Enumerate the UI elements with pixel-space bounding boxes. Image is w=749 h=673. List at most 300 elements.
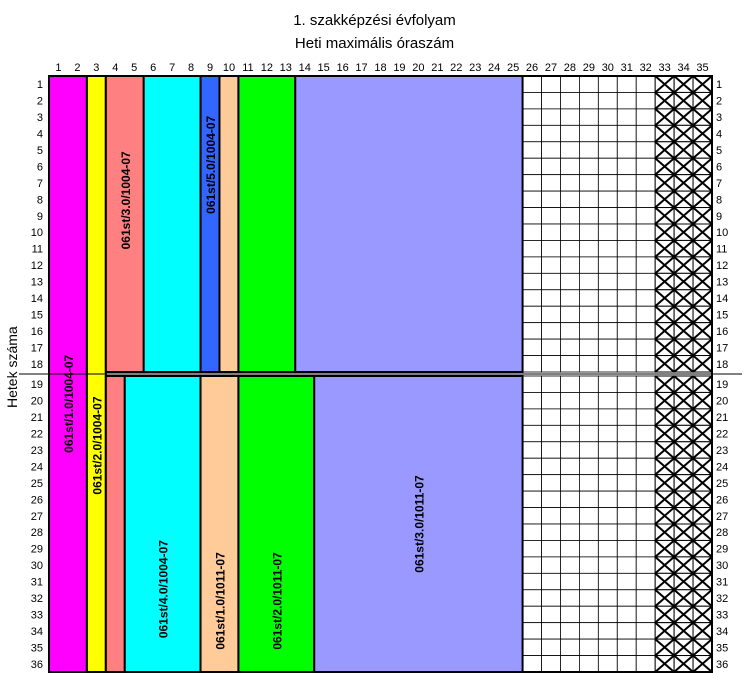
- y-tick-label-left: 30: [30, 560, 43, 573]
- block-label: 061st/1.0/1004-07: [61, 354, 76, 453]
- grid-cell: [579, 142, 598, 158]
- grid-cell: [617, 590, 636, 606]
- grid-cell: [636, 442, 655, 458]
- grid-cell: [617, 191, 636, 207]
- y-tick-label-right: 3: [716, 112, 723, 125]
- grid-cell: [579, 639, 598, 655]
- y-tick-label-right: 14: [716, 293, 729, 305]
- y-tick-label-left: 10: [30, 227, 43, 240]
- grid-cell: [560, 208, 579, 224]
- grid-cell: [523, 125, 542, 141]
- y-tick-label-right: 27: [716, 510, 729, 523]
- grid-cell: [617, 623, 636, 639]
- grid-cell: [636, 425, 655, 441]
- y-tick-label-left: 16: [30, 325, 43, 338]
- y-tick-label-right: 18: [716, 358, 729, 371]
- y-tick-label-left: 26: [30, 494, 43, 507]
- y-tick-label-left: 9: [36, 210, 43, 223]
- y-tick-label-left: 14: [30, 293, 43, 305]
- grid-cell: [617, 392, 636, 408]
- grid-cell: [617, 306, 636, 322]
- grid-cell: [617, 425, 636, 441]
- grid-cell: [617, 458, 636, 474]
- y-tick-label-right: 8: [716, 194, 723, 207]
- grid-cell: [598, 158, 617, 174]
- grid-cell: [617, 491, 636, 507]
- y-tick-label-left: 4: [36, 128, 43, 141]
- y-tick-label-left: 34: [30, 625, 43, 638]
- grid-cell: [617, 557, 636, 573]
- y-tick-label-left: 7: [36, 177, 43, 190]
- x-tick-label: 15: [317, 62, 330, 74]
- x-tick-label: 29: [582, 62, 595, 74]
- grid-cell: [560, 356, 579, 372]
- grid-cell: [598, 175, 617, 191]
- y-tick-label-left: 3: [36, 112, 43, 125]
- grid-cell: [523, 356, 542, 372]
- grid-cell: [579, 339, 598, 355]
- x-tick-label: 14: [298, 62, 311, 74]
- x-tick-label: 32: [639, 62, 652, 74]
- grid-cell: [617, 323, 636, 339]
- grid-cell: [523, 409, 542, 425]
- x-tick-label: 1: [55, 62, 62, 74]
- y-tick-label-left: 18: [30, 358, 43, 371]
- y-tick-label-right: 22: [716, 428, 729, 441]
- grid-cell: [560, 142, 579, 158]
- grid-cell: [560, 240, 579, 256]
- y-tick-label-right: 6: [716, 161, 723, 174]
- grid-cell: [598, 573, 617, 589]
- grid-cell: [598, 656, 617, 672]
- grid-cell: [560, 524, 579, 540]
- grid-cell: [560, 125, 579, 141]
- grid-cell: [598, 475, 617, 491]
- grid-cell: [598, 339, 617, 355]
- y-tick-label-left: 29: [30, 543, 43, 556]
- y-tick-label-left: 6: [36, 161, 43, 174]
- grid-cell: [523, 273, 542, 289]
- y-tick-label-left: 31: [30, 576, 43, 589]
- x-tick-label: 10: [222, 62, 236, 74]
- x-tick-label: 25: [506, 62, 520, 74]
- grid-cell: [542, 392, 561, 408]
- grid-cell: [617, 175, 636, 191]
- grid-cell: [617, 606, 636, 622]
- grid-cell: [579, 557, 598, 573]
- grid-cell: [542, 540, 561, 556]
- grid-cell: [542, 356, 561, 372]
- grid-cell: [636, 458, 655, 474]
- grid-cell: [542, 508, 561, 524]
- grid-cell: [579, 191, 598, 207]
- grid-cell: [523, 191, 542, 207]
- y-tick-label-left: 27: [30, 510, 43, 523]
- grid-cell: [617, 540, 636, 556]
- grid-cell: [542, 623, 561, 639]
- grid-cell: [598, 306, 617, 322]
- y-tick-label-right: 34: [716, 625, 729, 638]
- y-tick-label-right: 13: [716, 276, 729, 289]
- grid-cell: [579, 356, 598, 372]
- grid-cell: [542, 208, 561, 224]
- grid-cell: [560, 376, 579, 392]
- grid-cell: [523, 109, 542, 125]
- grid-cell: [542, 273, 561, 289]
- block-label: 061st/1.0/1011-07: [213, 552, 228, 650]
- grid-cell: [636, 356, 655, 372]
- grid-cell: [579, 458, 598, 474]
- y-tick-label-right: 21: [716, 412, 729, 425]
- grid-cell: [523, 524, 542, 540]
- x-tick-label: 6: [150, 62, 157, 74]
- grid-cell: [598, 273, 617, 289]
- grid-cell: [579, 540, 598, 556]
- grid-cell: [617, 339, 636, 355]
- grid-cell: [560, 290, 579, 306]
- x-tick-label: 11: [242, 62, 254, 74]
- y-tick-label-left: 25: [30, 477, 43, 490]
- grid-cell: [542, 92, 561, 108]
- chart-subtitle: Heti maximális óraszám: [294, 35, 455, 52]
- grid-cell: [636, 323, 655, 339]
- grid-cell: [560, 590, 579, 606]
- y-tick-label-right: 7: [716, 177, 723, 190]
- x-tick-label: 2: [74, 62, 81, 74]
- grid-cell: [560, 109, 579, 125]
- grid-cell: [598, 606, 617, 622]
- y-tick-label-left: 11: [31, 243, 43, 256]
- x-tick-label: 19: [393, 62, 406, 74]
- grid-cell: [523, 76, 542, 92]
- x-tick-label: 7: [169, 62, 176, 74]
- grid-cell: [560, 573, 579, 589]
- grid-cell: [617, 376, 636, 392]
- grid-cell: [523, 623, 542, 639]
- grid-cell: [523, 158, 542, 174]
- grid-cell: [617, 257, 636, 273]
- grid-cell: [542, 142, 561, 158]
- grid-cell: [579, 76, 598, 92]
- grid-cell: [579, 273, 598, 289]
- grid-cell: [598, 540, 617, 556]
- y-tick-label-right: 20: [716, 395, 729, 408]
- y-tick-label-right: 12: [716, 260, 729, 273]
- grid-cell: [579, 392, 598, 408]
- grid-cell: [636, 158, 655, 174]
- x-tick-label: 27: [544, 62, 558, 74]
- grid-cell: [523, 639, 542, 655]
- y-tick-label-left: 21: [30, 412, 43, 425]
- grid-cell: [617, 639, 636, 655]
- grid-cell: [636, 524, 655, 540]
- grid-cell: [636, 491, 655, 507]
- grid-cell: [542, 323, 561, 339]
- grid-cell: [560, 224, 579, 240]
- y-tick-label-left: 20: [30, 395, 43, 408]
- grid-cell: [636, 109, 655, 125]
- grid-cell: [523, 290, 542, 306]
- grid-cell: [523, 142, 542, 158]
- grid-cell: [560, 76, 579, 92]
- grid-cell: [636, 125, 655, 141]
- y-tick-label-right: 29: [716, 543, 729, 556]
- grid-cell: [523, 606, 542, 622]
- grid-cell: [636, 92, 655, 108]
- grid-cell: [617, 158, 636, 174]
- x-tick-label: 3: [93, 62, 100, 74]
- grid-cell: [523, 557, 542, 573]
- grid-cell: [542, 524, 561, 540]
- grid-cell: [617, 273, 636, 289]
- grid-cell: [542, 290, 561, 306]
- grid-cell: [617, 442, 636, 458]
- grid-cell: [523, 323, 542, 339]
- grid-cell: [560, 458, 579, 474]
- block-label: 061st/4.0/1004-07: [156, 540, 171, 639]
- grid-cell: [598, 142, 617, 158]
- y-tick-label-right: 28: [716, 527, 729, 540]
- grid-cell: [598, 257, 617, 273]
- y-axis-label: Hetek száma: [4, 326, 20, 408]
- grid-cell: [579, 623, 598, 639]
- grid-cell: [523, 240, 542, 256]
- grid-cell: [523, 540, 542, 556]
- grid-cell: [617, 109, 636, 125]
- y-tick-label-right: 2: [716, 95, 723, 108]
- grid-cell: [523, 590, 542, 606]
- block-12: [295, 76, 522, 372]
- grid-cell: [542, 339, 561, 355]
- grid-cell: [523, 425, 542, 441]
- grid-cell: [542, 409, 561, 425]
- x-tick-label: 18: [374, 62, 387, 74]
- grid-cell: [617, 240, 636, 256]
- grid-cell: [542, 158, 561, 174]
- grid-cell: [560, 257, 579, 273]
- block-10: [238, 76, 295, 372]
- grid-cell: [523, 208, 542, 224]
- grid-cell: [542, 191, 561, 207]
- y-tick-label-left: 32: [30, 593, 43, 605]
- x-tick-label: 13: [279, 62, 292, 74]
- grid-cell: [598, 125, 617, 141]
- y-tick-label-right: 11: [716, 243, 728, 256]
- grid-cell: [542, 306, 561, 322]
- y-tick-label-left: 15: [30, 309, 43, 322]
- x-tick-label: 34: [677, 62, 690, 74]
- grid-cell: [523, 224, 542, 240]
- grid-cell: [579, 208, 598, 224]
- grid-cell: [579, 590, 598, 606]
- y-tick-label-left: 24: [30, 461, 43, 474]
- grid-cell: [636, 191, 655, 207]
- grid-cell: [598, 508, 617, 524]
- grid-cell: [560, 508, 579, 524]
- grid-cell: [617, 76, 636, 92]
- grid-cell: [560, 606, 579, 622]
- grid-cell: [579, 656, 598, 672]
- y-tick-label-right: 16: [716, 325, 729, 338]
- y-tick-label-left: 12: [30, 260, 43, 273]
- grid-cell: [579, 425, 598, 441]
- grid-cell: [598, 392, 617, 408]
- grid-cell: [579, 257, 598, 273]
- grid-cell: [636, 76, 655, 92]
- grid-cell: [617, 208, 636, 224]
- y-tick-label-right: 10: [716, 227, 729, 240]
- y-tick-label-left: 1: [36, 79, 43, 92]
- grid-cell: [617, 356, 636, 372]
- x-tick-label: 8: [188, 62, 195, 74]
- grid-cell: [523, 392, 542, 408]
- block-label: 061st/5.0/1004-07: [204, 115, 219, 214]
- y-tick-label-right: 5: [716, 145, 723, 157]
- y-tick-label-right: 30: [716, 560, 729, 573]
- grid-cell: [598, 491, 617, 507]
- y-tick-label-right: 9: [716, 210, 723, 223]
- block-4: [106, 376, 125, 672]
- y-tick-label-right: 31: [716, 576, 729, 589]
- block-label: 061st/2.0/1011-07: [270, 552, 285, 650]
- grid-cell: [542, 590, 561, 606]
- grid-cell: [598, 208, 617, 224]
- grid-cell: [598, 323, 617, 339]
- grid-cell: [579, 475, 598, 491]
- grid-cell: [579, 125, 598, 141]
- grid-cell: [598, 524, 617, 540]
- block-label: 061st/3.0/1011-07: [412, 475, 427, 573]
- grid-cell: [523, 475, 542, 491]
- grid-cell: [617, 290, 636, 306]
- grid-cell: [636, 376, 655, 392]
- grid-cell: [617, 224, 636, 240]
- grid-cell: [560, 92, 579, 108]
- grid-cell: [598, 409, 617, 425]
- grid-cell: [560, 409, 579, 425]
- grid-cell: [579, 240, 598, 256]
- grid-cell: [579, 290, 598, 306]
- y-tick-label-left: 19: [30, 379, 43, 392]
- chart-title: 1. szakképzési évfolyam: [293, 12, 456, 29]
- grid-cell: [636, 339, 655, 355]
- grid-cell: [542, 491, 561, 507]
- grid-cell: [542, 376, 561, 392]
- grid-cell: [636, 290, 655, 306]
- y-tick-label-right: 33: [716, 609, 729, 622]
- grid-cell: [560, 491, 579, 507]
- grid-cell: [523, 656, 542, 672]
- grid-cell: [617, 409, 636, 425]
- grid-cell: [542, 76, 561, 92]
- grid-cell: [598, 224, 617, 240]
- y-tick-label-right: 17: [716, 342, 729, 355]
- grid-cell: [542, 442, 561, 458]
- x-tick-label: 17: [355, 62, 368, 74]
- grid-cell: [617, 524, 636, 540]
- grid-cell: [636, 273, 655, 289]
- grid-cell: [579, 573, 598, 589]
- grid-cell: [636, 306, 655, 322]
- grid-cell: [617, 656, 636, 672]
- y-tick-label-right: 35: [716, 642, 729, 655]
- grid-cell: [560, 339, 579, 355]
- grid-cell: [636, 508, 655, 524]
- grid-cell: [560, 175, 579, 191]
- grid-cell: [523, 376, 542, 392]
- y-tick-label-right: 36: [716, 658, 729, 671]
- grid-cell: [523, 92, 542, 108]
- grid-cell: [542, 109, 561, 125]
- grid-cell: [560, 475, 579, 491]
- x-tick-label: 26: [525, 62, 539, 74]
- grid-cell: [598, 639, 617, 655]
- grid-cell: [523, 508, 542, 524]
- x-tick-label: 31: [620, 62, 633, 74]
- grid-cell: [617, 475, 636, 491]
- grid-cell: [560, 639, 579, 655]
- x-tick-label: 4: [112, 62, 119, 74]
- grid-cell: [617, 142, 636, 158]
- grid-cell: [579, 306, 598, 322]
- grid-cell: [560, 273, 579, 289]
- grid-cell: [598, 191, 617, 207]
- x-tick-label: 9: [206, 62, 214, 74]
- grid-cell: [636, 392, 655, 408]
- grid-cell: [560, 623, 579, 639]
- grid-cell: [579, 409, 598, 425]
- y-tick-label-right: 19: [716, 379, 729, 392]
- grid-cell: [598, 442, 617, 458]
- y-tick-label-right: 1: [716, 79, 723, 92]
- grid-cell: [523, 491, 542, 507]
- grid-cell: [598, 356, 617, 372]
- y-tick-label-right: 23: [716, 445, 729, 457]
- grid-cell: [636, 240, 655, 256]
- grid-cell: [523, 442, 542, 458]
- grid-cell: [542, 458, 561, 474]
- grid-cell: [542, 557, 561, 573]
- grid-cell: [636, 175, 655, 191]
- grid-cell: [598, 290, 617, 306]
- grid-cell: [523, 573, 542, 589]
- grid-cell: [560, 306, 579, 322]
- grid-cell: [542, 125, 561, 141]
- grid-cell: [579, 606, 598, 622]
- grid-cell: [579, 92, 598, 108]
- grid-cell: [617, 573, 636, 589]
- grid-cell: [523, 339, 542, 355]
- grid-cell: [579, 158, 598, 174]
- grid-cell: [542, 240, 561, 256]
- y-tick-label-left: 5: [36, 145, 43, 157]
- grid-cell: [542, 639, 561, 655]
- grid-cell: [523, 175, 542, 191]
- grid-cell: [579, 323, 598, 339]
- x-tick-label: 21: [431, 62, 444, 74]
- grid-cell: [560, 158, 579, 174]
- grid-cell: [636, 540, 655, 556]
- grid-cell: [560, 425, 579, 441]
- grid-cell: [523, 458, 542, 474]
- grid-cell: [598, 109, 617, 125]
- grid-cell: [579, 524, 598, 540]
- x-tick-label: 16: [336, 62, 349, 74]
- grid-cell: [598, 92, 617, 108]
- x-tick-label: 30: [601, 62, 614, 74]
- grid-cell: [542, 257, 561, 273]
- x-tick-label: 33: [658, 62, 671, 74]
